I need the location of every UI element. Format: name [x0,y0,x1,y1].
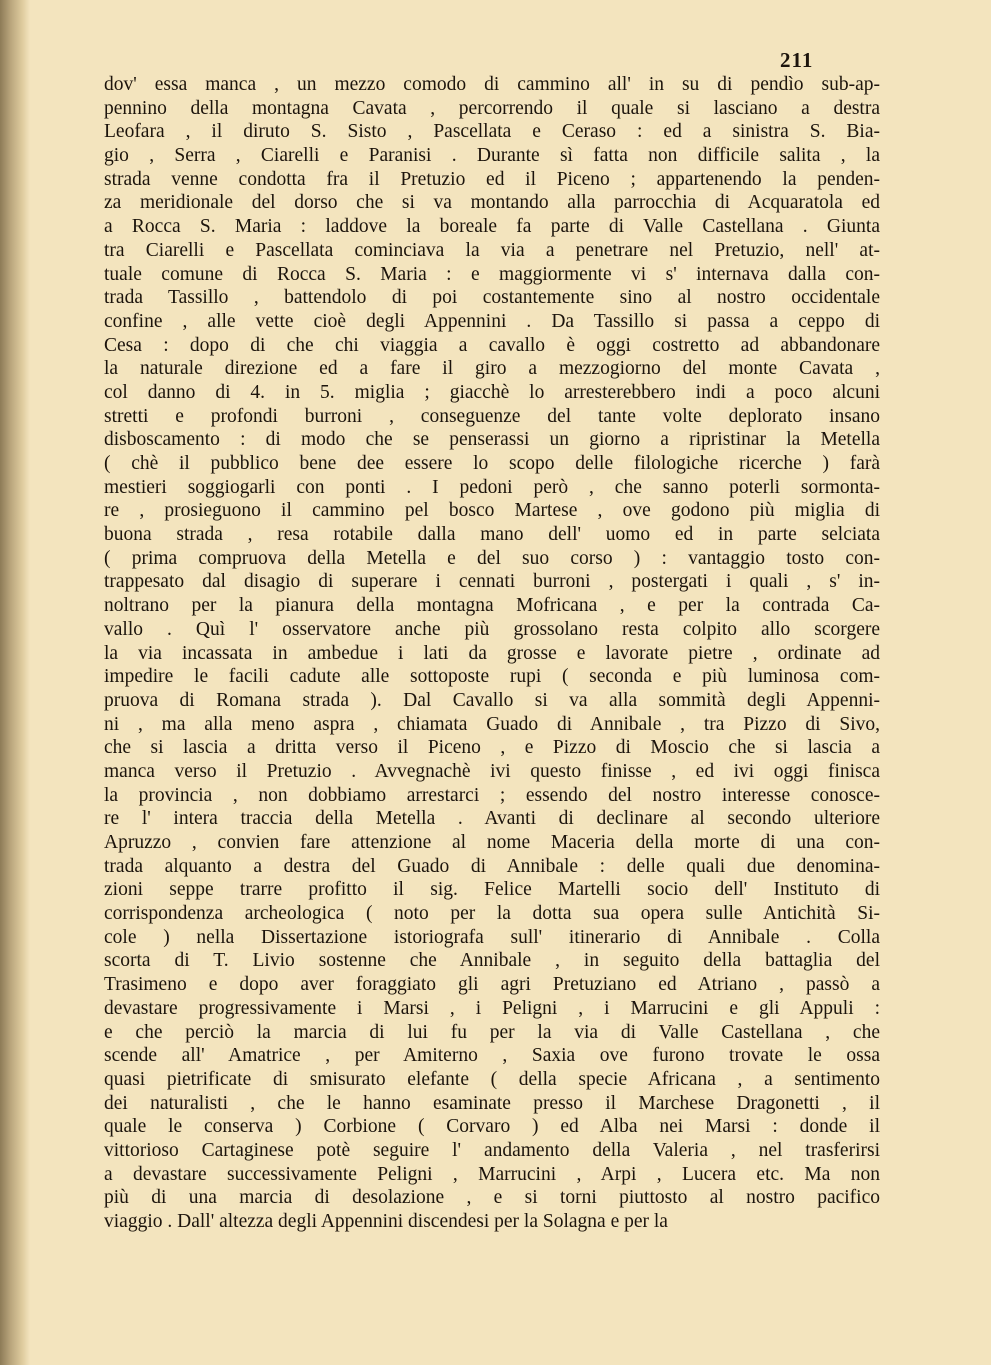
text-line: devastare progressivamente i Marsi , i Peligni , i Marrucini e gli Appuli : [104,997,880,1019]
text-line: trada Tassillo , battendolo di poi costantemente sino al nostro occidentale [104,287,880,309]
text-line: vittorioso Cartaginese potè seguire l' andamento della Valeria , nel trasferirsi [104,1139,880,1161]
text-line: re l' intera traccia della Metella . Avanti di declinare al secondo ulteriore [104,808,880,830]
text-line: manca verso il Pretuzio . Avvegnachè ivi questo finisse , ed ivi oggi finisca [104,760,880,782]
text-line: tra Ciarelli e Pascellata cominciava la via a penetrare nel Pretuzio, nell' at- [104,239,880,261]
text-line: la provincia , non dobbiamo arrestarci ; essendo del nostro interesse conosce- [104,784,880,806]
text-line: pruova di Romana strada ). Dal Cavallo si va alla sommità degli Appenni- [104,689,880,711]
text-line: quasi pietrificate di smisurato elefante ( della specie Africana , a sentimento [104,1068,880,1090]
text-line: dov' essa manca , un mezzo comodo di cammino all' in su di pendìo sub-ap- [104,74,880,95]
text-line: la via incassata in ambedue i lati da grosse e lavorate pietre , ordinate ad [104,642,880,664]
text-line: trappesato dal disagio di superare i cennati burroni , postergati i quali , s' in- [104,571,880,593]
text-line: col danno di 4. in 5. miglia ; giacchè lo arresterebbero indi a poco alcuni [104,381,880,403]
text-line: scorta di T. Livio sostenne che Annibale , in seguito della battaglia del [104,950,880,972]
text-line: che si lascia a dritta verso il Piceno , e Pizzo di Moscio che si lascia a [104,737,880,759]
text-line: scende all' Amatrice , per Amiterno , Saxia ove furono trovate le ossa [104,1045,880,1067]
text-line: e che perciò la marcia di lui fu per la via di Valle Castellana , che [104,1021,880,1043]
text-line: pennino della montagna Cavata , percorrendo il quale si lasciano a destra [104,97,880,119]
text-line: impedire le facili cadute alle sottoposte rupi ( seconda e più luminosa com- [104,666,880,688]
body-text [104,73,880,1234]
text-line: Apruzzo , convien fare attenzione al nome Maceria della morte di una con- [104,832,880,853]
text-line: zioni seppe trarre profitto il sig. Felice Martelli socio dell' Instituto di [104,879,880,901]
text-line: corrispondenza archeologica ( noto per la dotta sua opera sulle Antichità Si- [104,903,880,925]
text-line: Cesa : dopo di che chi viaggia a cavallo è oggi costretto ad abbandonare [104,334,880,356]
text-line: mestieri soggiogarli con ponti . I pedoni però , che sanno poterli sormonta- [104,476,880,498]
text-line: viaggio . Dall' altezza degli Appennini discendesi per la Solagna e per la [104,1211,668,1232]
text-line: trada alquanto a destra del Guado di Annibale : delle quali due denomina- [104,855,880,877]
page-gutter-shadow [0,0,30,1365]
text-line: gio , Serra , Ciarelli e Paranisi . Durante sì fatta non difficile salita , la [104,145,880,167]
text-line: disboscamento : di modo che se penserassi un giorno a ripristinar la Metella [104,429,880,451]
text-line: ( chè il pubblico bene dee essere lo scopo delle filologiche ricerche ) farà [104,453,880,474]
text-line: confine , alle vette cioè degli Appennini . Da Tassillo si passa a ceppo di [104,310,880,332]
text-line: za meridionale del dorso che si va montando alla parrocchia di Acquaratola ed [104,192,880,214]
text-line: re , prosieguono il cammino pel bosco Martese , ove godono più miglia di [104,500,880,522]
text-line: vallo . Quì l' osservatore anche più grossolano resta colpito allo scorgere [104,618,880,640]
page-number: 211 [780,48,814,72]
text-line: più di una marcia di desolazione , e si torni piuttosto al nostro pacifico [104,1187,880,1209]
text-line: Trasimeno e dopo aver foraggiato gli agri Pretuziano ed Atriano , passò a [104,974,880,996]
text-line: Leofara , il diruto S. Sisto , Pascellata e Ceraso : ed a sinistra S. Bia- [104,121,880,143]
text-line: noltrano per la pianura della montagna Mofricana , e per la contrada Ca- [104,595,880,617]
text-line: ( prima compruova della Metella e del suo corso ) : vantaggio tosto con- [104,547,880,569]
text-line: ni , ma alla meno aspra , chiamata Guado di Annibale , tra Pizzo di Sivo, [104,713,880,735]
text-line: la naturale direzione ed a fare il giro a mezzogiorno del monte Cavata , [104,358,880,380]
text-line: buona strada , resa rotabile dalla mano dell' uomo ed in parte selciata [104,524,880,546]
text-line: cole ) nella Dissertazione istoriografa sull' itinerario di Annibale . Colla [104,926,880,948]
text-line: tuale comune di Rocca S. Maria : e maggiormente vi s' internava dalla con- [104,263,880,285]
text-line: strada venne condotta fra il Pretuzio ed il Piceno ; appartenendo la penden- [104,168,880,190]
text-line: dei naturalisti , che le hanno esaminate presso il Marchese Dragonetti , il [104,1092,880,1114]
text-line: quale le conserva ) Corbione ( Corvaro ) ed Alba nei Marsi : donde il [104,1116,880,1138]
text-line: a devastare successivamente Peligni , Marrucini , Arpi , Lucera etc. Ma non [104,1163,880,1185]
text-line: stretti e profondi burroni , conseguenze del tante volte deplorato insano [104,405,880,427]
text-line: a Rocca S. Maria : laddove la boreale fa parte di Valle Castellana . Giunta [104,216,880,238]
